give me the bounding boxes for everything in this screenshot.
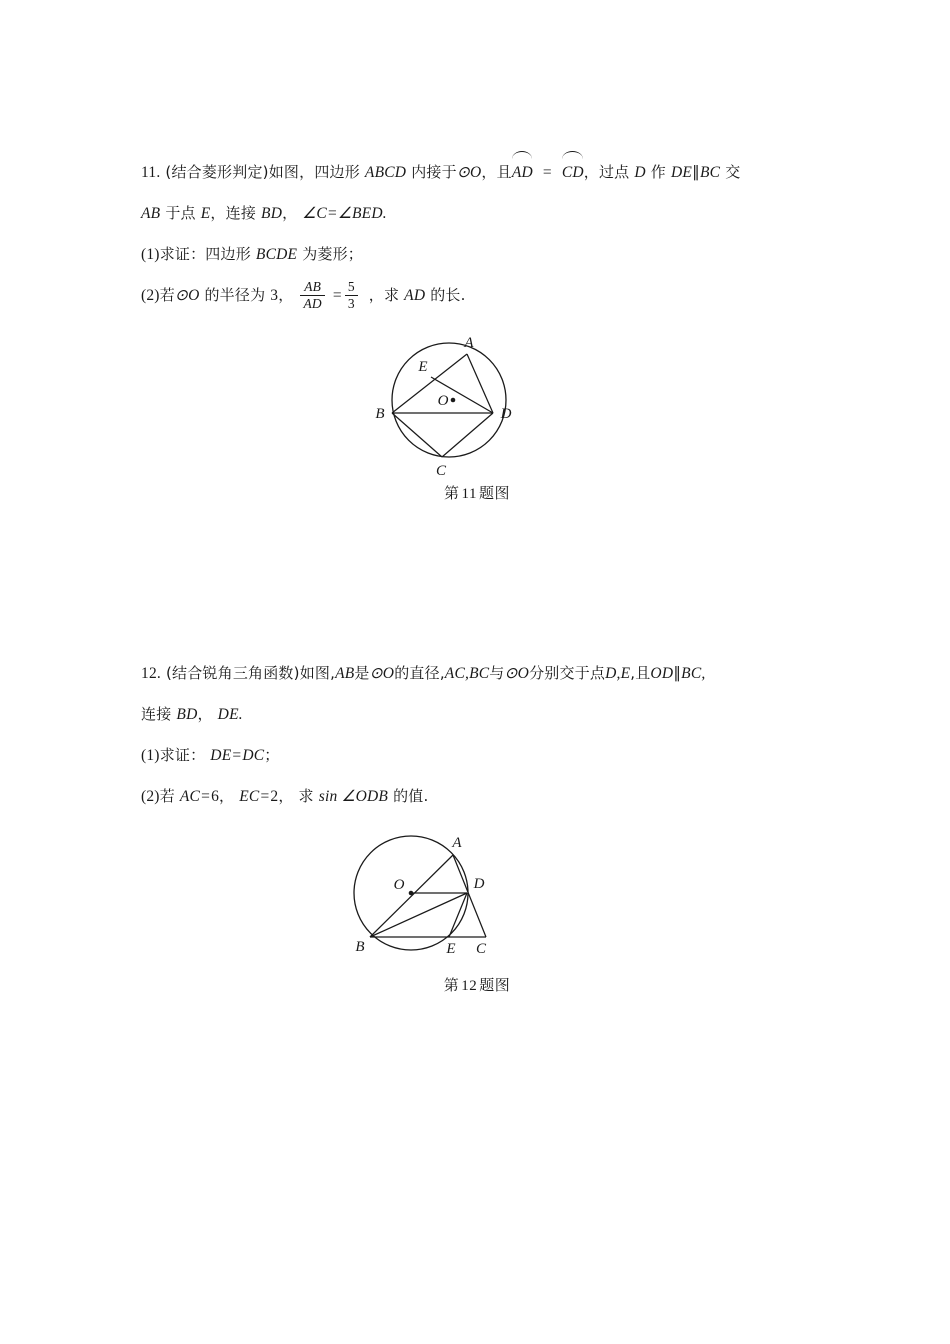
sub12-lead-1: 求证：: [159, 746, 206, 764]
math12-od: OD: [650, 665, 674, 682]
sub12-text-value: 的值.: [393, 787, 429, 805]
math-bd: BD: [261, 205, 283, 222]
sub12-label-1: (1): [141, 747, 160, 764]
problem-12-sub-2: [141, 776, 813, 817]
equals12-1: =: [232, 747, 242, 764]
comma-2: ，: [368, 286, 384, 304]
math12-two: 2: [270, 788, 279, 805]
stem12-text-4: 与: [489, 664, 505, 682]
parallel-sign-2: ∥: [673, 665, 682, 682]
fraction-five-over-three: [345, 279, 358, 312]
math12-de: DE.: [217, 706, 243, 723]
caption-number-11: 11: [461, 486, 477, 502]
math-d: D: [634, 164, 646, 181]
label-d-figure-11: D: [500, 406, 512, 422]
fraction2-denominator: 3: [347, 295, 355, 311]
label-e-figure-11: E: [418, 359, 428, 375]
comma-12-1: ，: [197, 705, 213, 723]
equals-sign-2: =: [327, 205, 337, 222]
equals-sign-3: =: [332, 287, 342, 304]
math-circle-o-2: ⊙O: [174, 287, 200, 304]
problem-11-stem-line-2: [141, 193, 813, 234]
problem-11-number: 11.: [141, 164, 161, 181]
sub-label-1: (1): [141, 246, 160, 263]
page-content: [141, 150, 813, 995]
problem-12-sub-1: [141, 735, 813, 776]
stem-text-9: ，: [282, 204, 298, 222]
stem12-text-5: 分别交于点: [529, 664, 606, 682]
fraction-numerator: AB: [300, 279, 324, 296]
sub2-text-if: 若: [159, 286, 175, 304]
problem-12-stem-line-2: [141, 694, 813, 735]
label-a-figure-12: A: [452, 835, 462, 851]
math-ab: AB: [141, 205, 161, 222]
label-c-figure-12: C: [475, 941, 487, 957]
segment-ad: [467, 354, 493, 413]
math-angle-bed: ∠BED.: [337, 205, 387, 222]
math12-ec: EC: [239, 788, 260, 805]
figure-12-diagram: [341, 827, 541, 972]
sub2-text-find: 求: [383, 286, 400, 304]
arc-ad: AD: [512, 150, 533, 193]
sub12-text-find: 求: [298, 787, 314, 805]
figure-12-caption: [141, 974, 813, 995]
problem-11-stem-line-1: [141, 150, 813, 193]
stem-text-7: 于点: [165, 204, 196, 222]
math-bc: BC: [700, 164, 721, 181]
parallel-sign-1: ∥: [692, 164, 700, 181]
problem-12: [141, 653, 813, 995]
sub2-text-radius: 的半径为: [204, 286, 266, 304]
caption-prefix-12: 第: [443, 976, 460, 994]
label-o-figure-11: O: [437, 393, 449, 409]
problem-12-tag: (结合锐角三角函数): [165, 664, 300, 682]
sub2-text-length: 的长.: [430, 286, 466, 304]
stem-text-4: ，过点: [583, 163, 630, 181]
center-point-dot-12: [409, 891, 414, 896]
label-b-figure-12: B: [355, 939, 365, 955]
fraction-denominator: AD: [303, 295, 322, 311]
stem12-text-2: 是: [354, 664, 370, 682]
label-e-figure-12: E: [446, 941, 456, 957]
math12-ab: AB: [335, 665, 355, 682]
sub-text-quad: 四边形: [205, 245, 251, 263]
figure-11-caption: [141, 482, 813, 503]
math-three: 3: [270, 287, 279, 304]
fraction2-numerator: 5: [345, 279, 358, 296]
label-d-figure-12: D: [473, 876, 485, 892]
segment-cd: [442, 413, 493, 457]
comma-12-2: ，: [219, 787, 235, 805]
math12-six: 6: [211, 788, 220, 805]
stem-text-3: ，且: [481, 163, 512, 181]
section-gap: [141, 503, 813, 653]
problem-12-number: 12.: [141, 665, 161, 682]
math12-d-e: D,E: [605, 665, 631, 682]
arc-cd: CD: [562, 150, 584, 193]
math12-de-2: DE: [210, 747, 232, 764]
stem12-text-3: 的直径,: [394, 664, 445, 682]
stem-text-2: 内接于: [411, 163, 457, 181]
problem-11: [141, 150, 813, 503]
equals12-2: =: [201, 788, 211, 805]
math-circle-o: ⊙O: [456, 164, 482, 181]
math12-sin-angle-odb: sin ∠ODB: [318, 788, 389, 805]
figure-11-diagram: [349, 330, 559, 480]
figure-11-wrap: [141, 330, 813, 503]
problem-11-sub-2: [141, 275, 813, 316]
sub12-text-if: 若: [159, 787, 175, 805]
label-a-figure-11: A: [464, 335, 474, 351]
math12-circle-o: ⊙O: [369, 665, 395, 682]
caption-suffix-11: 题图: [478, 484, 510, 502]
math12-bd: BD: [176, 706, 198, 723]
math-ad: AD: [404, 287, 426, 304]
math12-ac: AC: [179, 788, 201, 805]
stem-text-1: 如图，四边形: [268, 163, 360, 181]
equals12-3: =: [260, 788, 270, 805]
math12-ac-bc: AC,BC: [444, 665, 490, 682]
caption-prefix-11: 第: [444, 484, 460, 502]
math12-bc: BC,: [681, 665, 706, 682]
segment-ab-diameter: [370, 855, 453, 937]
sub-lead-1: 求证：: [159, 245, 206, 263]
semicolon-12: ；: [264, 746, 280, 764]
segment-bc: [392, 413, 442, 457]
label-b-figure-11: B: [375, 406, 385, 422]
stem-text-8: ，连接: [210, 204, 257, 222]
stem-text-6: 交: [725, 163, 741, 181]
problem-11-tag: (结合菱形判定): [165, 163, 269, 181]
stem12-text-7: 连接: [141, 705, 172, 723]
center-point-dot: [451, 398, 456, 403]
math-e: E: [200, 205, 211, 222]
math12-dc: DC: [242, 747, 265, 764]
segment-bd-12: [370, 893, 467, 937]
label-c-figure-11: C: [435, 463, 447, 479]
comma-12-3: ，: [278, 787, 294, 805]
caption-number-12: 12: [461, 978, 478, 994]
sub12-label-2: (2): [141, 788, 160, 805]
fraction-ab-over-ad: [300, 279, 324, 312]
segment-ab: [392, 354, 467, 413]
comma-1: ，: [278, 286, 294, 304]
stem-text-5: 作: [650, 163, 666, 181]
stem12-text-6: ,且: [630, 664, 651, 682]
math12-circle-o-2: ⊙O: [504, 665, 530, 682]
stem12-text-1: 如图,: [299, 664, 336, 682]
sub-text-rhombus: 为菱形；: [302, 245, 363, 263]
equals-sign-1: =: [542, 164, 552, 181]
math-abcd: ABCD: [364, 164, 407, 181]
math-bcde: BCDE: [255, 246, 298, 263]
problem-11-sub-1: [141, 234, 813, 275]
problem-12-stem-line-1: [141, 653, 813, 694]
label-o-figure-12: O: [393, 877, 405, 893]
math-angle-c: ∠C: [302, 205, 327, 222]
caption-suffix-12: 题图: [479, 976, 511, 994]
figure-12-wrap: [141, 827, 813, 995]
sub-label-2: (2): [141, 287, 160, 304]
math-de: DE: [670, 164, 693, 181]
